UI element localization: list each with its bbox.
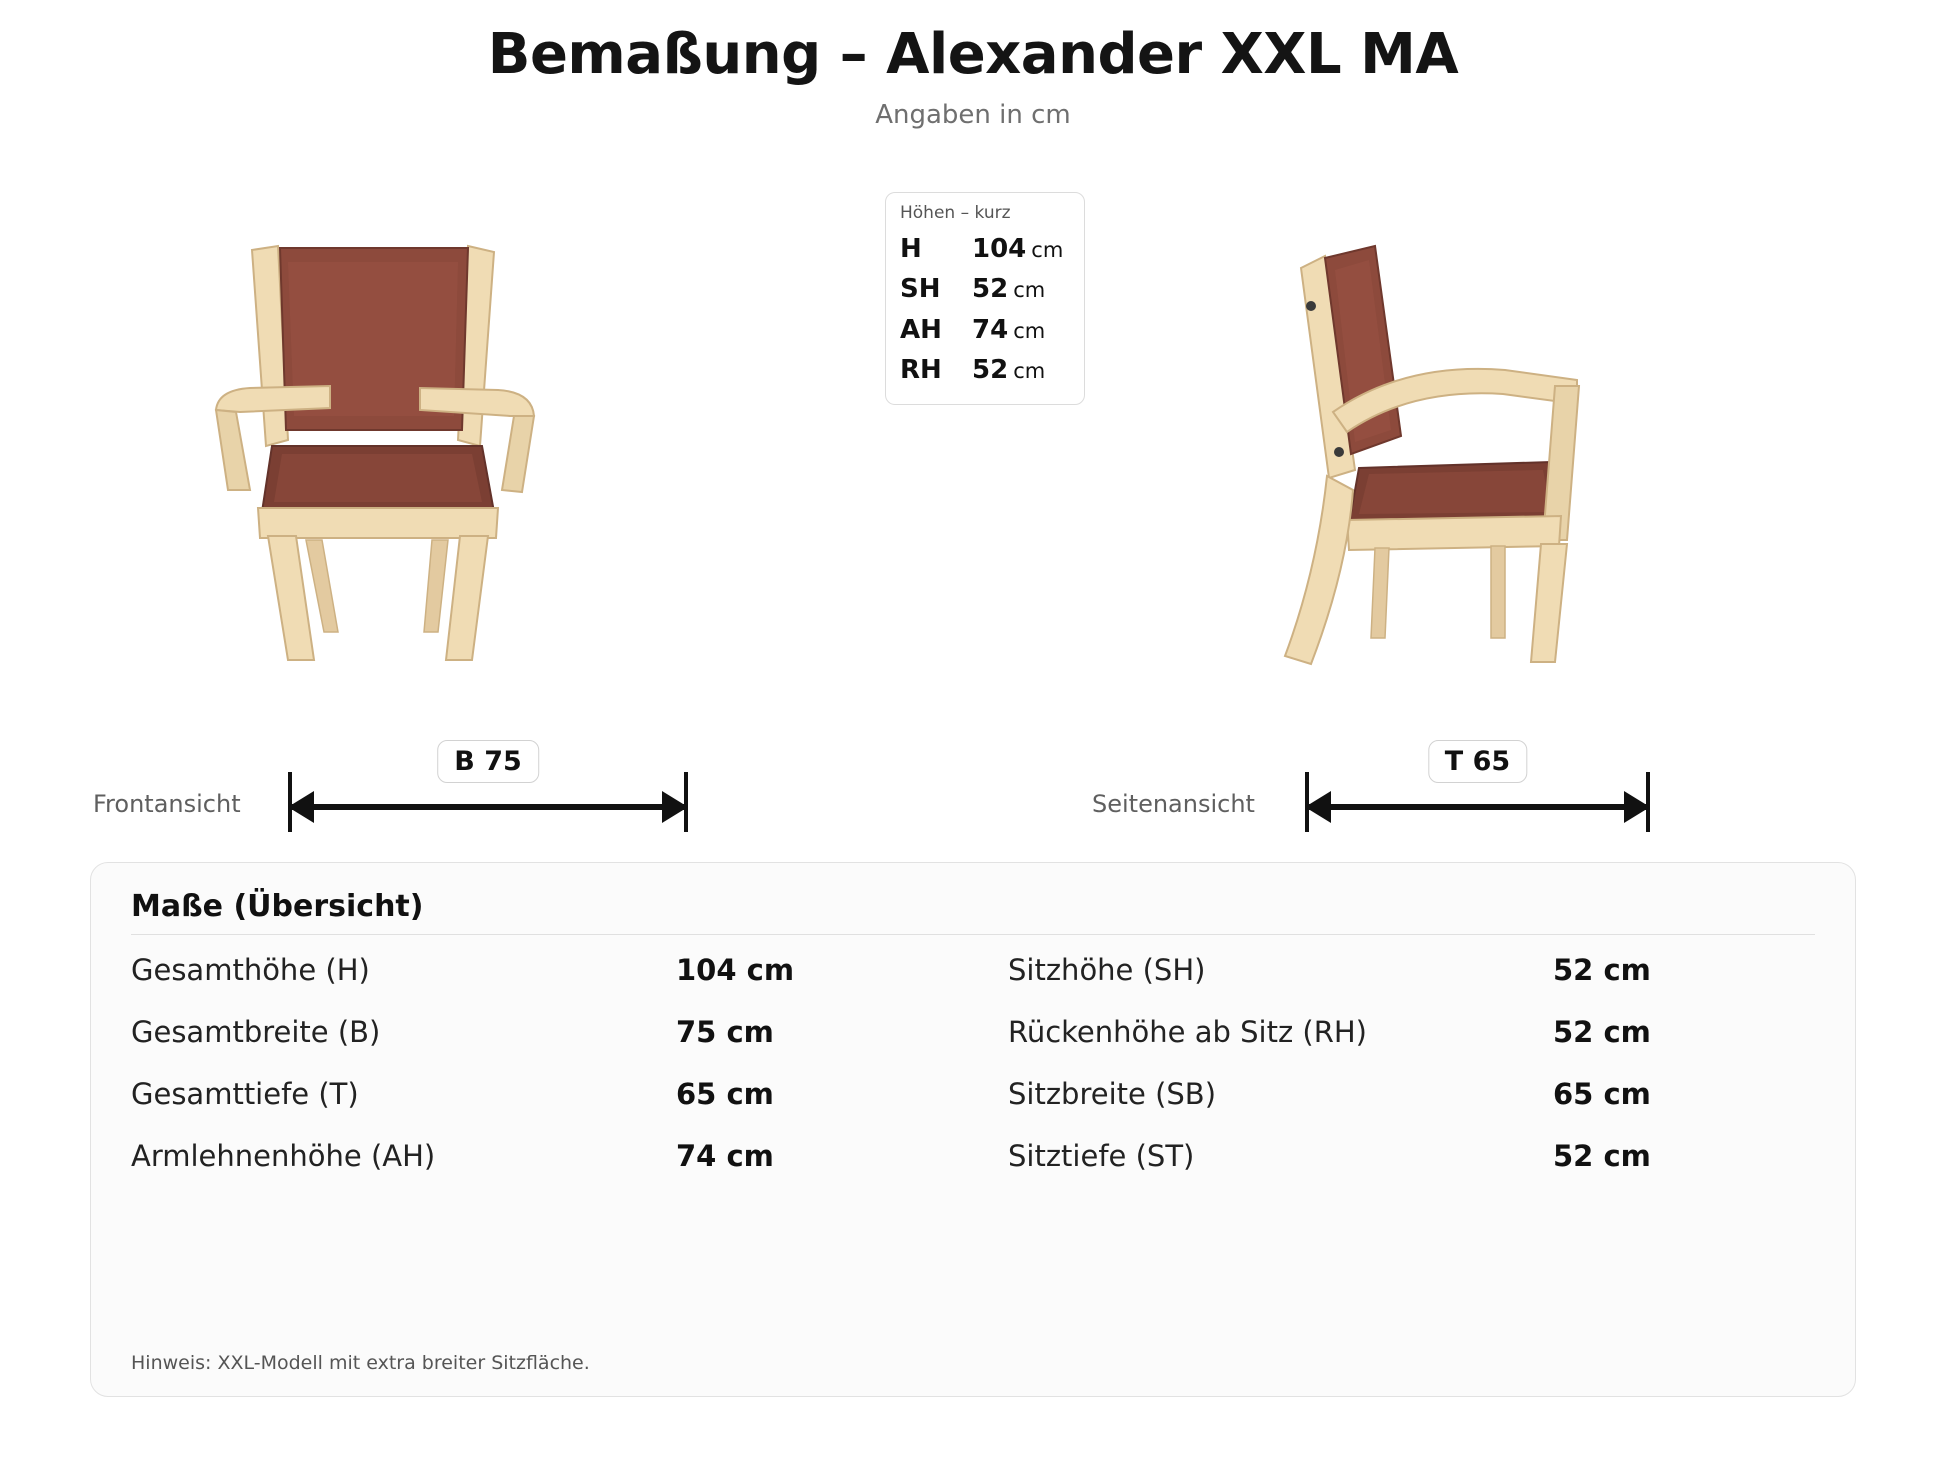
spec-label: Armlehnenhöhe (AH) — [131, 1139, 436, 1173]
spec-value: 75 cm — [676, 1015, 774, 1049]
spec-label: Gesamtbreite (B) — [131, 1015, 381, 1049]
spec-value: 52 cm — [1553, 1015, 1651, 1049]
front-width-caption: B 75 — [437, 740, 539, 783]
short-heights-value: 104 — [972, 234, 1027, 264]
dimension-arrow-left-icon — [288, 791, 314, 823]
short-heights-key: RH — [900, 354, 942, 385]
short-heights-unit: cm — [1013, 358, 1046, 383]
side-view-label: Seitenansicht — [1092, 790, 1255, 818]
spec-value: 65 cm — [676, 1077, 774, 1111]
short-heights-row — [900, 350, 1070, 390]
short-heights-value: 52 — [972, 274, 1009, 305]
chair-side-view-image — [1255, 240, 1755, 780]
side-depth-dimension — [1305, 746, 1650, 822]
short-heights-value: 52 — [972, 354, 1009, 385]
short-heights-unit: cm — [1031, 238, 1064, 262]
spec-label: Gesamthöhe (H) — [131, 953, 370, 987]
measurements-column-right — [1008, 939, 1815, 1187]
short-heights-callout — [885, 192, 1085, 405]
side-depth-caption: T 65 — [1428, 740, 1527, 783]
dimension-arrow-right-icon — [662, 791, 688, 823]
dimension-arrow-right-icon — [1624, 791, 1650, 823]
spec-row — [1008, 1125, 1815, 1187]
measurements-column-left — [131, 939, 938, 1187]
page-subtitle: Angaben in cm — [875, 100, 1071, 131]
front-view-label: Frontansicht — [93, 790, 241, 818]
spec-row — [1008, 1001, 1815, 1063]
dimension-bar — [288, 804, 688, 810]
spec-label: Rückenhöhe ab Sitz (RH) — [1008, 1015, 1367, 1049]
front-width-dimension — [288, 746, 688, 822]
short-heights-title: Höhen – kurz — [900, 203, 1011, 223]
spec-row — [131, 1063, 938, 1125]
dimension-arrow-left-icon — [1305, 791, 1331, 823]
short-heights-row — [900, 229, 1070, 269]
spec-label: Sitzbreite (SB) — [1008, 1077, 1217, 1111]
short-heights-key: SH — [900, 274, 941, 305]
spec-row — [1008, 939, 1815, 1001]
measurements-grid — [131, 939, 1815, 1187]
spec-value: 104 cm — [676, 953, 795, 987]
spec-value: 65 cm — [1553, 1077, 1651, 1111]
spec-row — [131, 939, 938, 1001]
spec-row — [131, 1125, 938, 1187]
short-heights-unit: cm — [1013, 318, 1046, 343]
measurements-card — [90, 862, 1856, 1397]
spec-label: Sitzhöhe (SH) — [1008, 953, 1206, 987]
spec-value: 52 cm — [1553, 953, 1651, 987]
short-heights-row — [900, 310, 1070, 350]
spec-value: 52 cm — [1553, 1139, 1651, 1173]
page-header — [0, 0, 1946, 130]
spec-row — [1008, 1063, 1815, 1125]
measurements-title: Maße (Übersicht) — [131, 889, 424, 924]
divider — [131, 934, 1815, 935]
short-heights-unit: cm — [1013, 278, 1046, 303]
short-heights-row — [900, 269, 1070, 309]
measurements-note: Hinweis: XXL-Modell mit extra breiter Sitzfläche. — [131, 1352, 590, 1374]
spec-row — [131, 1001, 938, 1063]
chair-front-view-image — [210, 240, 740, 780]
spec-label: Gesamttiefe (T) — [131, 1077, 359, 1111]
short-heights-value: 74 — [972, 314, 1009, 345]
short-heights-key: AH — [900, 314, 942, 345]
short-heights-key: H — [900, 234, 922, 264]
dimension-bar — [1305, 804, 1650, 810]
page-title: Bemaßung – Alexander XXL MA — [487, 22, 1459, 87]
spec-value: 74 cm — [676, 1139, 774, 1173]
spec-label: Sitztiefe (ST) — [1008, 1139, 1195, 1173]
